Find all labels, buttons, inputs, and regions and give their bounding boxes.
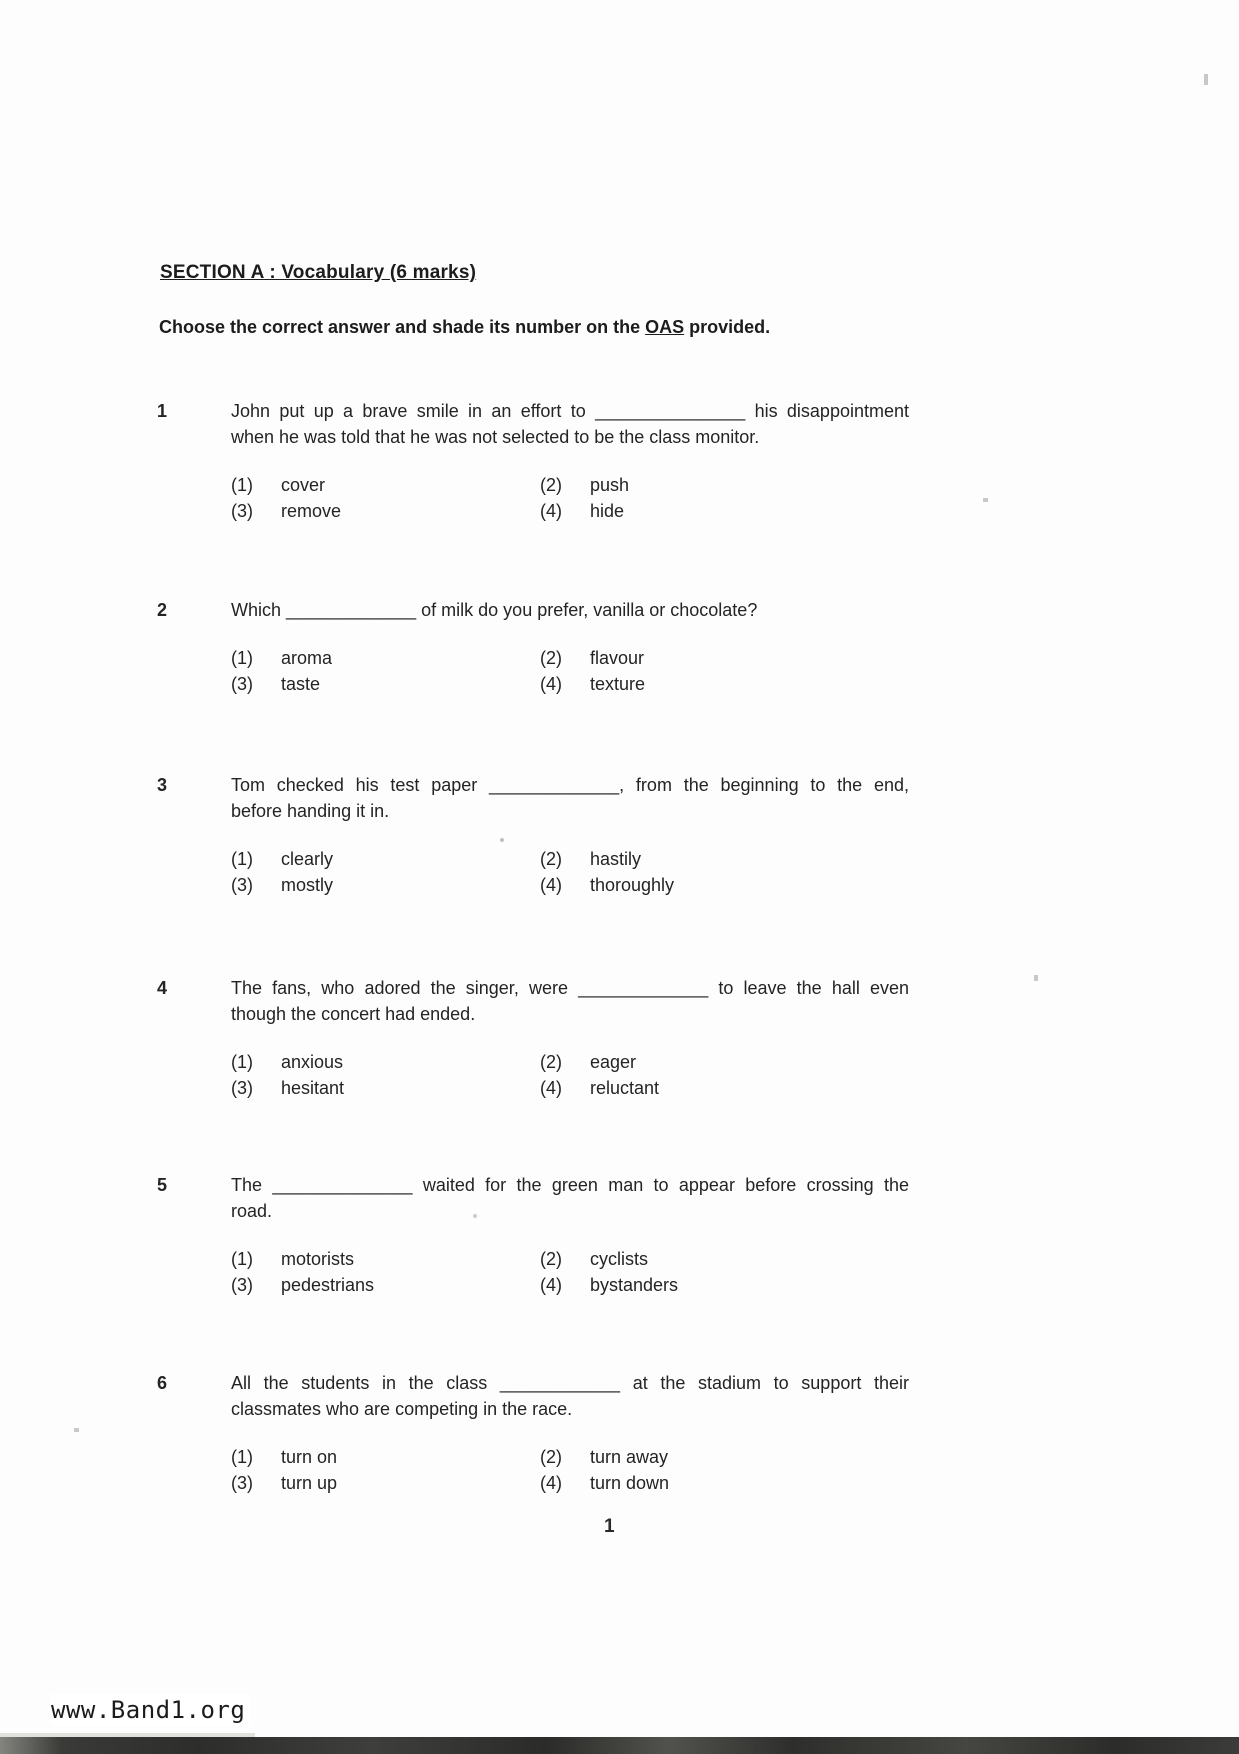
- scan-speck: [74, 1428, 79, 1432]
- options-grid: [231, 1246, 909, 1298]
- bottom-scan-bar: [0, 1737, 1239, 1754]
- option-number: (3): [231, 674, 253, 694]
- option-label: pedestrians: [281, 1275, 375, 1295]
- option-label: cover: [281, 475, 326, 495]
- option-number: (4): [540, 875, 562, 895]
- option-number: (2): [540, 1249, 562, 1269]
- question-text-line: though the concert had ended.: [231, 1004, 476, 1024]
- instruction-pre: Choose the correct answer and shade its number on the: [159, 317, 646, 337]
- option-label: anxious: [281, 1052, 344, 1072]
- option-number: (3): [231, 875, 253, 895]
- option-number: (2): [540, 648, 562, 668]
- footer-watermark-url: www.Band1.org: [51, 1694, 251, 1726]
- option-number: (1): [231, 475, 253, 495]
- question-text-line: before handing it in.: [231, 801, 390, 821]
- question-1: [157, 398, 909, 524]
- question-text-line: The ______________ waited for the green man to appear before crossing the: [231, 1175, 909, 1195]
- option-label: turn away: [590, 1447, 669, 1467]
- option: [231, 846, 540, 872]
- option-label: reluctant: [590, 1078, 660, 1098]
- question-text-line: Tom checked his test paper _____________, from the beginning to the end,: [231, 775, 909, 795]
- option-label: hesitant: [281, 1078, 345, 1098]
- option-number: (1): [231, 648, 253, 668]
- question-number: 3: [157, 775, 168, 795]
- page-number: 1: [604, 1516, 615, 1537]
- option-label: hastily: [590, 849, 642, 869]
- option: [231, 472, 540, 498]
- option: [540, 846, 909, 872]
- option-label: turn up: [281, 1473, 338, 1493]
- option-number: (1): [231, 1249, 253, 1269]
- option-number: (2): [540, 1447, 562, 1467]
- scan-speck: [983, 498, 988, 502]
- option: [540, 472, 909, 498]
- options-grid: [231, 1444, 909, 1496]
- option: [231, 1470, 540, 1496]
- option-label: aroma: [281, 648, 333, 668]
- option: [540, 1272, 909, 1298]
- option: [540, 1470, 909, 1496]
- option-number: (1): [231, 1447, 253, 1467]
- option: [540, 1246, 909, 1272]
- question-text-line: The fans, who adored the singer, were _____________ to leave the hall even: [231, 978, 909, 998]
- option-label: cyclists: [590, 1249, 648, 1269]
- option-number: (3): [231, 1473, 253, 1493]
- scan-speck: [1204, 74, 1208, 85]
- scan-speck: [473, 1214, 477, 1218]
- option: [540, 872, 909, 898]
- question-text-line: classmates who are competing in the race.: [231, 1399, 573, 1419]
- question-5: [157, 1172, 909, 1298]
- option-label: turn down: [590, 1473, 670, 1493]
- option-number: (4): [540, 1275, 562, 1295]
- scan-speck: [1034, 975, 1038, 981]
- option-label: clearly: [281, 849, 334, 869]
- option-number: (3): [231, 1078, 253, 1098]
- question-text-line: John put up a brave smile in an effort to _______________ his disappointment: [231, 401, 909, 421]
- option: [231, 1049, 540, 1075]
- option-number: (2): [540, 1052, 562, 1072]
- option-label: mostly: [281, 875, 334, 895]
- question-2: [157, 597, 909, 697]
- scan-speck: [500, 838, 504, 842]
- option: [231, 1246, 540, 1272]
- option: [540, 498, 909, 524]
- option-label: hide: [590, 501, 625, 521]
- question-text-line: All the students in the class ____________ at the stadium to support their: [231, 1373, 909, 1393]
- option-label: motorists: [281, 1249, 355, 1269]
- options-grid: [231, 472, 909, 524]
- option-label: eager: [590, 1052, 637, 1072]
- options-grid: [231, 645, 909, 697]
- option-number: (2): [540, 475, 562, 495]
- option-label: push: [590, 475, 630, 495]
- option: [231, 498, 540, 524]
- option-label: taste: [281, 674, 321, 694]
- option-number: (4): [540, 1473, 562, 1493]
- question-3: [157, 772, 909, 898]
- option: [540, 1444, 909, 1470]
- option-label: remove: [281, 501, 342, 521]
- option: [231, 1075, 540, 1101]
- option-number: (3): [231, 1275, 253, 1295]
- instruction-post: provided.: [684, 317, 771, 337]
- question-number: 5: [157, 1175, 168, 1195]
- section-heading: SECTION A : Vocabulary (6 marks): [160, 262, 477, 283]
- option-number: (4): [540, 501, 562, 521]
- question-text-line: Which _____________ of milk do you prefer, vanilla or chocolate?: [231, 600, 758, 620]
- instruction-oas: OAS: [645, 317, 685, 337]
- option: [231, 1444, 540, 1470]
- option: [540, 1049, 909, 1075]
- options-grid: [231, 1049, 909, 1101]
- option-label: flavour: [590, 648, 645, 668]
- option-number: (3): [231, 501, 253, 521]
- option-number: (4): [540, 1078, 562, 1098]
- option: [540, 645, 909, 671]
- option-label: thoroughly: [590, 875, 675, 895]
- option-label: texture: [590, 674, 646, 694]
- option-number: (4): [540, 674, 562, 694]
- question-text-line: when he was told that he was not selected to be the class monitor.: [231, 427, 760, 447]
- instruction-line: [159, 317, 770, 338]
- option: [540, 1075, 909, 1101]
- question-number: 6: [157, 1373, 168, 1393]
- option-number: (1): [231, 849, 253, 869]
- option-label: bystanders: [590, 1275, 679, 1295]
- option-number: (1): [231, 1052, 253, 1072]
- question-4: [157, 975, 909, 1101]
- question-6: [157, 1370, 909, 1496]
- option-label: turn on: [281, 1447, 338, 1467]
- options-grid: [231, 846, 909, 898]
- question-text-line: road.: [231, 1201, 273, 1221]
- option: [231, 645, 540, 671]
- option: [231, 872, 540, 898]
- option-number: (2): [540, 849, 562, 869]
- question-number: 4: [157, 978, 168, 998]
- option: [540, 671, 909, 697]
- question-number: 1: [157, 401, 168, 421]
- question-number: 2: [157, 600, 168, 620]
- option: [231, 1272, 540, 1298]
- option: [231, 671, 540, 697]
